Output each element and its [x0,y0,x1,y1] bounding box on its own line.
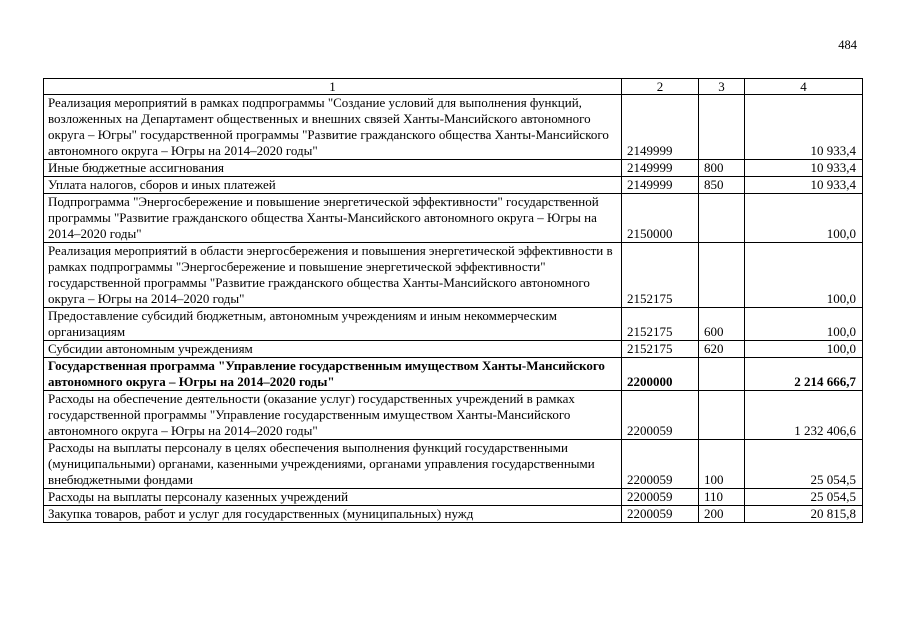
row-expense-type: 600 [699,308,745,341]
table-row [44,243,863,308]
header-cell-4: 4 [745,79,863,95]
table-row [44,489,863,506]
row-expense-type: 850 [699,177,745,194]
row-code: 2149999 [622,160,699,177]
row-name: Подпрограмма "Энергосбережение и повышение энергетической эффективности" государственной программы "Развитие гражданского общества Ханты-Мансийского автономного округа – Югры на 2014–2020 годы" [44,194,622,243]
row-expense-type [699,391,745,440]
row-name: Уплата налогов, сборов и иных платежей [44,177,622,194]
row-expense-type: 800 [699,160,745,177]
row-name: Предоставление субсидий бюджетным, автономным учреждениям и иным некоммерческим организациям [44,308,622,341]
header-cell-2: 2 [622,79,699,95]
table-row [44,341,863,358]
table-row [44,160,863,177]
row-amount: 100,0 [745,194,863,243]
row-code: 2200059 [622,391,699,440]
row-amount: 20 815,8 [745,506,863,523]
row-amount: 1 232 406,6 [745,391,863,440]
row-expense-type: 200 [699,506,745,523]
table-row [44,391,863,440]
row-code: 2200059 [622,506,699,523]
row-expense-type [699,243,745,308]
row-name: Реализация мероприятий в области энергосбережения и повышения энергетической эффективности в рамках подпрограммы "Энергосбережение и повышение энергетической эффективности" государственной программы "Развитие гражданского общества Ханты-Мансийского автономного округа – Югры на 2014–2020 годы" [44,243,622,308]
row-expense-type: 110 [699,489,745,506]
page-number: 484 [838,38,857,52]
row-amount: 10 933,4 [745,160,863,177]
row-expense-type [699,358,745,391]
row-code: 2152175 [622,308,699,341]
row-code: 2200059 [622,440,699,489]
budget-table [43,78,863,523]
row-name: Реализация мероприятий в рамках подпрограммы "Создание условий для выполнения функций, возложенных на Департамент общественных и внешних связей Ханты-Мансийского автономного округа – Югры" государственной программы "Развитие гражданского общества Ханты-Мансийского автономного округа – Югры на 2014–2020 годы" [44,95,622,160]
header-cell-3: 3 [699,79,745,95]
row-name: Расходы на выплаты персоналу в целях обеспечения выполнения функций государственными (муниципальными) органами, казенными учреждениями, органами управления государственными внебюджетными фондами [44,440,622,489]
row-amount: 10 933,4 [745,95,863,160]
row-expense-type: 100 [699,440,745,489]
table-row [44,194,863,243]
row-name: Государственная программа "Управление государственным имуществом Ханты-Мансийского автономного округа – Югры на 2014–2020 годы" [44,358,622,391]
table-header-row [44,79,863,95]
table-row [44,177,863,194]
row-code: 2152175 [622,243,699,308]
row-code: 2200000 [622,358,699,391]
row-amount: 25 054,5 [745,489,863,506]
row-code: 2149999 [622,95,699,160]
row-amount: 2 214 666,7 [745,358,863,391]
header-cell-1: 1 [44,79,622,95]
row-name: Расходы на обеспечение деятельности (оказание услуг) государственных учреждений в рамках государственной программы "Управление государственным имуществом Ханты-Мансийского автономного округа – Югры на 2014–2020 годы" [44,391,622,440]
row-amount: 10 933,4 [745,177,863,194]
row-name: Иные бюджетные ассигнования [44,160,622,177]
table-row [44,440,863,489]
table-row [44,308,863,341]
row-name: Закупка товаров, работ и услуг для государственных (муниципальных) нужд [44,506,622,523]
row-amount: 25 054,5 [745,440,863,489]
row-name: Субсидии автономным учреждениям [44,341,622,358]
row-code: 2152175 [622,341,699,358]
row-name: Расходы на выплаты персоналу казенных учреждений [44,489,622,506]
row-amount: 100,0 [745,341,863,358]
table-row-program-total [44,358,863,391]
table-row [44,95,863,160]
row-code: 2149999 [622,177,699,194]
row-code: 2200059 [622,489,699,506]
row-expense-type [699,95,745,160]
row-amount: 100,0 [745,243,863,308]
row-code: 2150000 [622,194,699,243]
row-amount: 100,0 [745,308,863,341]
row-expense-type [699,194,745,243]
row-expense-type: 620 [699,341,745,358]
table-row [44,506,863,523]
